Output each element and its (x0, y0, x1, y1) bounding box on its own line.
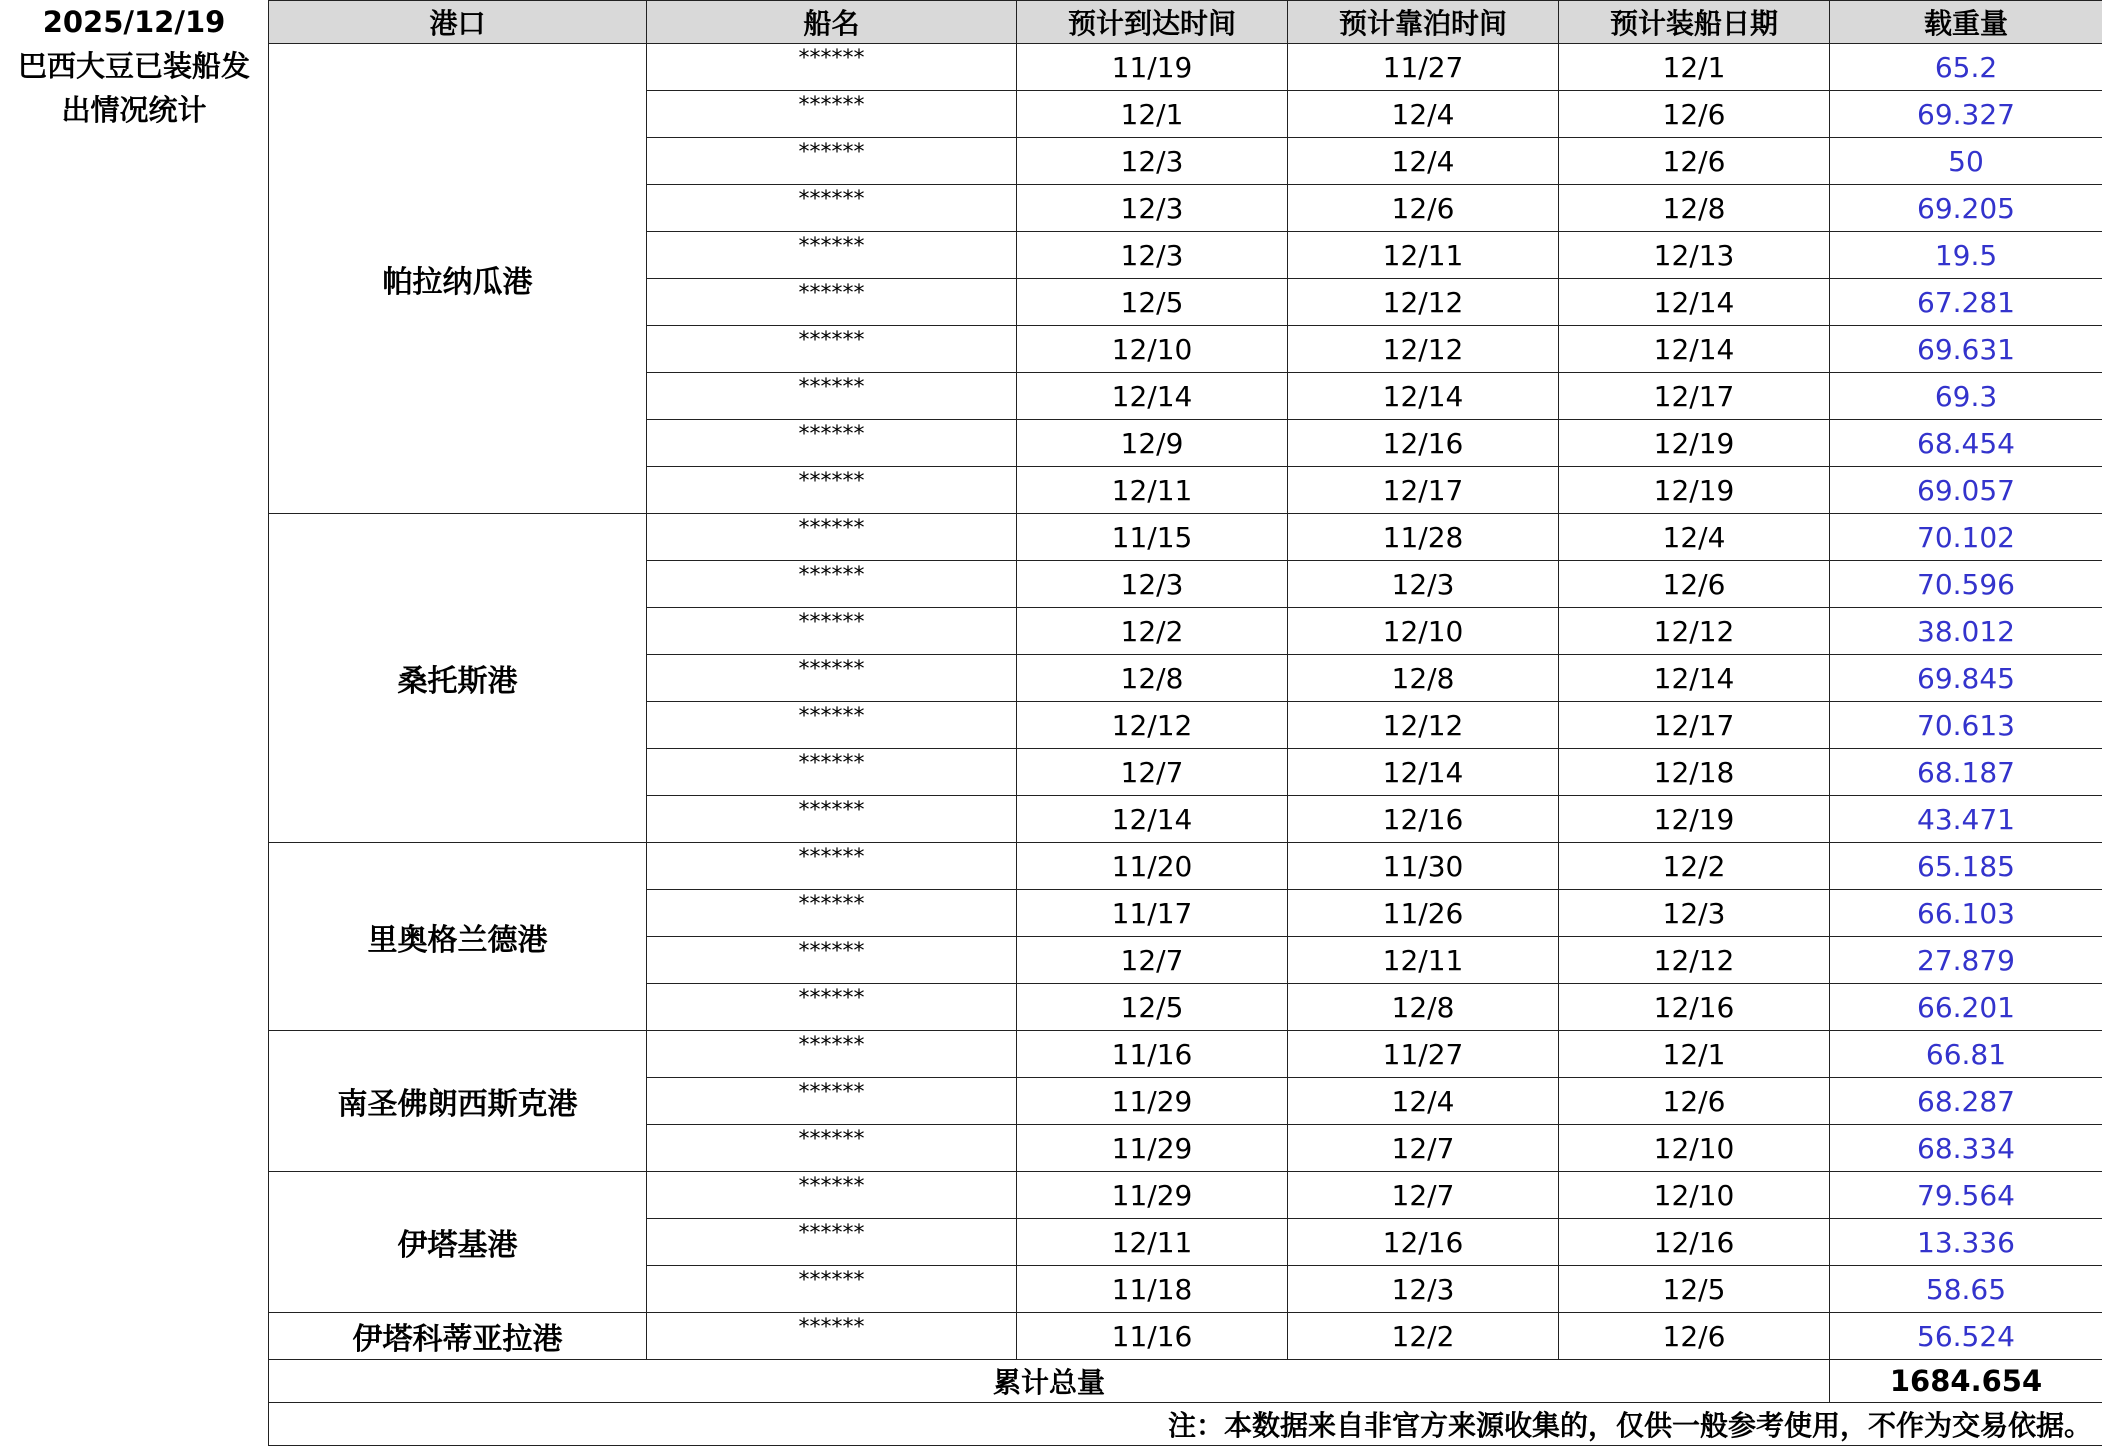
load-date-cell: 12/1 (1559, 1031, 1830, 1078)
weight-cell: 19.5 (1830, 232, 2102, 279)
eta-cell: 12/3 (1017, 138, 1288, 185)
table-row (269, 514, 2102, 561)
load-date-cell: 12/16 (1559, 1219, 1830, 1266)
weight-cell: 69.327 (1830, 91, 2102, 138)
eta-cell: 11/20 (1017, 843, 1288, 890)
eta-cell: 11/18 (1017, 1266, 1288, 1313)
berth-cell: 12/4 (1288, 138, 1559, 185)
eta-cell: 12/11 (1017, 467, 1288, 514)
eta-cell: 11/15 (1017, 514, 1288, 561)
ship-name-cell: ****** (647, 1125, 1017, 1172)
load-date-cell: 12/12 (1559, 608, 1830, 655)
header-port: 港口 (269, 1, 647, 44)
load-date-cell: 12/6 (1559, 1078, 1830, 1125)
weight-cell: 69.205 (1830, 185, 2102, 232)
load-date-cell: 12/10 (1559, 1172, 1830, 1219)
ship-name-cell: ****** (647, 796, 1017, 843)
weight-cell: 58.65 (1830, 1266, 2102, 1313)
load-date-cell: 12/5 (1559, 1266, 1830, 1313)
total-row (269, 1360, 2102, 1403)
load-date-cell: 12/4 (1559, 514, 1830, 561)
weight-cell: 50 (1830, 138, 2102, 185)
shipment-table (268, 0, 2102, 1446)
ship-name-cell: ****** (647, 1031, 1017, 1078)
weight-cell: 65.2 (1830, 44, 2102, 91)
load-date-cell: 12/3 (1559, 890, 1830, 937)
berth-cell: 12/4 (1288, 91, 1559, 138)
eta-cell: 11/29 (1017, 1125, 1288, 1172)
weight-cell: 69.057 (1830, 467, 2102, 514)
ship-name-cell: ****** (647, 514, 1017, 561)
load-date-cell: 12/6 (1559, 91, 1830, 138)
berth-cell: 12/6 (1288, 185, 1559, 232)
header-berth: 预计靠泊时间 (1288, 1, 1559, 44)
load-date-cell: 12/2 (1559, 843, 1830, 890)
load-date-cell: 12/14 (1559, 279, 1830, 326)
berth-cell: 12/17 (1288, 467, 1559, 514)
weight-cell: 69.845 (1830, 655, 2102, 702)
port-name-cell: 南圣佛朗西斯克港 (269, 1031, 647, 1172)
berth-cell: 12/12 (1288, 702, 1559, 749)
port-name-cell: 桑托斯港 (269, 514, 647, 843)
load-date-cell: 12/8 (1559, 185, 1830, 232)
eta-cell: 11/16 (1017, 1313, 1288, 1360)
eta-cell: 12/7 (1017, 749, 1288, 796)
weight-cell: 67.281 (1830, 279, 2102, 326)
eta-cell: 12/9 (1017, 420, 1288, 467)
load-date-cell: 12/14 (1559, 655, 1830, 702)
weight-cell: 66.81 (1830, 1031, 2102, 1078)
note-row (269, 1403, 2102, 1446)
eta-cell: 12/3 (1017, 232, 1288, 279)
load-date-cell: 12/6 (1559, 138, 1830, 185)
ship-name-cell: ****** (647, 843, 1017, 890)
ship-name-cell: ****** (647, 608, 1017, 655)
berth-cell: 12/12 (1288, 326, 1559, 373)
load-date-cell: 12/13 (1559, 232, 1830, 279)
load-date-cell: 12/10 (1559, 1125, 1830, 1172)
eta-cell: 12/2 (1017, 608, 1288, 655)
ship-name-cell: ****** (647, 1219, 1017, 1266)
report-title: 巴西大豆已装船发出情况统计 (6, 44, 262, 132)
eta-cell: 12/12 (1017, 702, 1288, 749)
ship-name-cell: ****** (647, 185, 1017, 232)
weight-cell: 68.287 (1830, 1078, 2102, 1125)
weight-cell: 66.201 (1830, 984, 2102, 1031)
berth-cell: 12/8 (1288, 984, 1559, 1031)
port-name-cell: 帕拉纳瓜港 (269, 44, 647, 514)
berth-cell: 12/3 (1288, 561, 1559, 608)
berth-cell: 11/28 (1288, 514, 1559, 561)
berth-cell: 11/26 (1288, 890, 1559, 937)
weight-cell: 79.564 (1830, 1172, 2102, 1219)
ship-name-cell: ****** (647, 1078, 1017, 1125)
eta-cell: 11/29 (1017, 1172, 1288, 1219)
berth-cell: 12/7 (1288, 1172, 1559, 1219)
berth-cell: 12/16 (1288, 796, 1559, 843)
weight-cell: 69.3 (1830, 373, 2102, 420)
eta-cell: 11/17 (1017, 890, 1288, 937)
berth-cell: 12/3 (1288, 1266, 1559, 1313)
table-row (269, 1031, 2102, 1078)
eta-cell: 11/29 (1017, 1078, 1288, 1125)
berth-cell: 12/4 (1288, 1078, 1559, 1125)
load-date-cell: 12/14 (1559, 326, 1830, 373)
weight-cell: 38.012 (1830, 608, 2102, 655)
ship-name-cell: ****** (647, 326, 1017, 373)
eta-cell: 11/19 (1017, 44, 1288, 91)
weight-cell: 70.596 (1830, 561, 2102, 608)
eta-cell: 12/10 (1017, 326, 1288, 373)
berth-cell: 12/2 (1288, 1313, 1559, 1360)
berth-cell: 11/30 (1288, 843, 1559, 890)
berth-cell: 12/11 (1288, 937, 1559, 984)
header-weight: 载重量 (1830, 1, 2102, 44)
port-name-cell: 伊塔基港 (269, 1172, 647, 1313)
ship-name-cell: ****** (647, 561, 1017, 608)
ship-name-cell: ****** (647, 655, 1017, 702)
load-date-cell: 12/17 (1559, 702, 1830, 749)
eta-cell: 11/16 (1017, 1031, 1288, 1078)
berth-cell: 12/16 (1288, 420, 1559, 467)
load-date-cell: 12/1 (1559, 44, 1830, 91)
load-date-cell: 12/6 (1559, 1313, 1830, 1360)
berth-cell: 12/14 (1288, 373, 1559, 420)
weight-cell: 27.879 (1830, 937, 2102, 984)
weight-cell: 70.102 (1830, 514, 2102, 561)
eta-cell: 12/3 (1017, 561, 1288, 608)
load-date-cell: 12/12 (1559, 937, 1830, 984)
load-date-cell: 12/19 (1559, 420, 1830, 467)
weight-cell: 13.336 (1830, 1219, 2102, 1266)
berth-cell: 12/7 (1288, 1125, 1559, 1172)
weight-cell: 43.471 (1830, 796, 2102, 843)
ship-name-cell: ****** (647, 890, 1017, 937)
ship-name-cell: ****** (647, 279, 1017, 326)
berth-cell: 12/11 (1288, 232, 1559, 279)
weight-cell: 70.613 (1830, 702, 2102, 749)
load-date-cell: 12/18 (1559, 749, 1830, 796)
table-row (269, 1172, 2102, 1219)
ship-name-cell: ****** (647, 984, 1017, 1031)
report-date: 2025/12/19 (0, 2, 268, 42)
berth-cell: 12/16 (1288, 1219, 1559, 1266)
berth-cell: 12/8 (1288, 655, 1559, 702)
eta-cell: 12/1 (1017, 91, 1288, 138)
ship-name-cell: ****** (647, 91, 1017, 138)
eta-cell: 12/5 (1017, 984, 1288, 1031)
berth-cell: 11/27 (1288, 1031, 1559, 1078)
eta-cell: 12/7 (1017, 937, 1288, 984)
eta-cell: 12/5 (1017, 279, 1288, 326)
eta-cell: 12/3 (1017, 185, 1288, 232)
ship-name-cell: ****** (647, 1266, 1017, 1313)
weight-cell: 69.631 (1830, 326, 2102, 373)
weight-cell: 65.185 (1830, 843, 2102, 890)
table-row (269, 843, 2102, 890)
weight-cell: 68.334 (1830, 1125, 2102, 1172)
sidebar-title-block (0, 0, 269, 1365)
weight-cell: 56.524 (1830, 1313, 2102, 1360)
table-row (269, 1313, 2102, 1360)
header-row (269, 1, 2102, 44)
total-label: 累计总量 (269, 1360, 1830, 1403)
load-date-cell: 12/16 (1559, 984, 1830, 1031)
header-load: 预计装船日期 (1559, 1, 1830, 44)
ship-name-cell: ****** (647, 702, 1017, 749)
weight-cell: 68.454 (1830, 420, 2102, 467)
port-name-cell: 里奥格兰德港 (269, 843, 647, 1031)
eta-cell: 12/14 (1017, 796, 1288, 843)
ship-name-cell: ****** (647, 44, 1017, 91)
total-value: 1684.654 (1830, 1360, 2102, 1403)
berth-cell: 12/14 (1288, 749, 1559, 796)
ship-name-cell: ****** (647, 749, 1017, 796)
header-ship: 船名 (647, 1, 1017, 44)
ship-name-cell: ****** (647, 420, 1017, 467)
berth-cell: 12/10 (1288, 608, 1559, 655)
ship-name-cell: ****** (647, 373, 1017, 420)
load-date-cell: 12/17 (1559, 373, 1830, 420)
ship-name-cell: ****** (647, 1313, 1017, 1360)
weight-cell: 68.187 (1830, 749, 2102, 796)
ship-name-cell: ****** (647, 937, 1017, 984)
port-name-cell: 伊塔科蒂亚拉港 (269, 1313, 647, 1360)
load-date-cell: 12/6 (1559, 561, 1830, 608)
eta-cell: 12/11 (1017, 1219, 1288, 1266)
table-row (269, 44, 2102, 91)
berth-cell: 12/12 (1288, 279, 1559, 326)
ship-name-cell: ****** (647, 1172, 1017, 1219)
weight-cell: 66.103 (1830, 890, 2102, 937)
berth-cell: 11/27 (1288, 44, 1559, 91)
ship-name-cell: ****** (647, 138, 1017, 185)
disclaimer-note: 注：本数据来自非官方来源收集的，仅供一般参考使用，不作为交易依据。 (269, 1403, 2102, 1446)
eta-cell: 12/8 (1017, 655, 1288, 702)
ship-name-cell: ****** (647, 467, 1017, 514)
header-eta: 预计到达时间 (1017, 1, 1288, 44)
ship-name-cell: ****** (647, 232, 1017, 279)
eta-cell: 12/14 (1017, 373, 1288, 420)
load-date-cell: 12/19 (1559, 467, 1830, 514)
load-date-cell: 12/19 (1559, 796, 1830, 843)
